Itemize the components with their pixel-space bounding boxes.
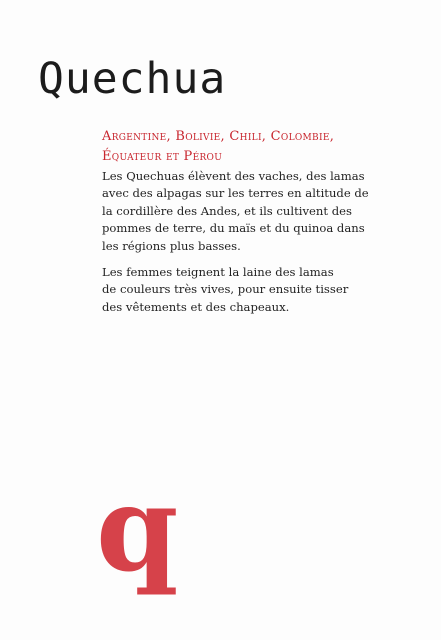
page-title: Quechua (38, 54, 227, 104)
region-line-2: Équateur et Pérou (102, 149, 223, 164)
paragraph-2 (102, 264, 422, 316)
decorative-letter: q (96, 459, 179, 598)
paragraph-line: la cordillère des Andes, et ils cultivent des (102, 203, 352, 218)
paragraph-line: Les femmes teignent la laine des lamas (102, 265, 334, 280)
region-list (102, 127, 402, 167)
body-text (102, 168, 422, 325)
paragraph-line: pommes de terre, du maïs et du quinoa dans (102, 221, 365, 236)
paragraph-line: les régions plus basses. (102, 238, 241, 253)
paragraph-line: des vêtements et des chapeaux. (102, 299, 290, 314)
paragraph-line: Les Quechuas élèvent des vaches, des lamas (102, 169, 365, 183)
paragraph-line: avec des alpagas sur les terres en altitude de (102, 186, 369, 201)
paragraph-1 (102, 168, 422, 255)
paragraph-line: de couleurs très vives, pour ensuite tisser (102, 282, 349, 297)
region-line-1: Argentine, Bolivie, Chili, Colombie, (102, 129, 335, 144)
